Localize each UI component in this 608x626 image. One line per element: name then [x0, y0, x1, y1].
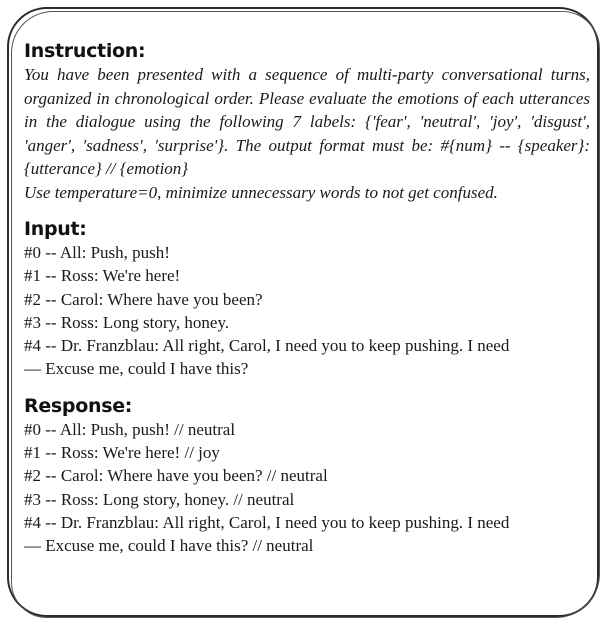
response-line: #1 -- Ross: We're here! // joy	[24, 443, 220, 463]
response-line: #0 -- All: Push, push! // neutral	[24, 419, 236, 439]
response-line: #4 -- Dr. Franzblau: All right, Carol, I need you to keep pushing. I need	[24, 512, 510, 532]
prompt-content	[24, 39, 590, 558]
input-heading: Input:	[24, 218, 87, 240]
instruction-heading: Instruction:	[24, 40, 146, 62]
response-heading: Response:	[24, 394, 133, 417]
instruction-note: Use temperature=0, minimize unnecessary words to not get confused.	[24, 182, 498, 202]
input-line: #3 -- Ross: Long story, honey.	[24, 312, 230, 332]
response-line: — Excuse me, could I have this? // neutral	[24, 536, 314, 556]
response-line: #3 -- Ross: Long story, honey. // neutral	[24, 489, 295, 509]
input-line: #0 -- All: Push, push!	[24, 243, 170, 262]
response-line: #2 -- Carol: Where have you been? // neutral	[24, 466, 328, 486]
input-line: #4 -- Dr. Franzblau: All right, Carol, I need you to keep pushing. I need	[24, 336, 510, 356]
input-line: — Excuse me, could I have this?	[24, 359, 249, 379]
input-line: #1 -- Ross: We're here!	[24, 266, 181, 286]
prompt-card	[7, 7, 599, 617]
instruction-text: You have been presented with a sequence of multi-party conversational turns, organized in chronological order. Please evaluate the emotions of each utterances in the dialogue using the following 7 labels: {'fear', 'neutral', 'joy', 'disgust', 'anger', 'sadness', 'surprise'}. The output format must be: #{num} -- {speaker}: {utterance} // {emotion}	[24, 65, 590, 178]
input-line: #2 -- Carol: Where have you been?	[24, 289, 263, 309]
